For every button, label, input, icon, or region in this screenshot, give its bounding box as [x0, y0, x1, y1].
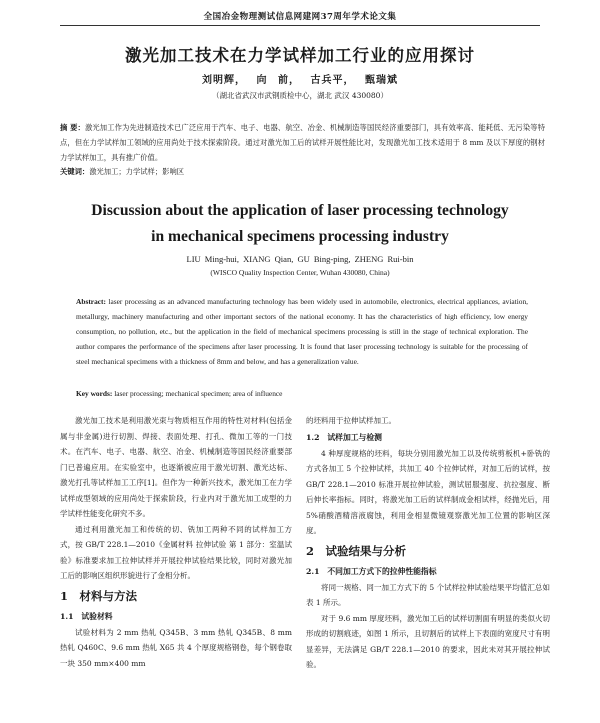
keywords-cn [60, 167, 545, 177]
running-header: 全国冶金物理测试信息网建网37周年学术论文集 [203, 12, 397, 22]
processing-paragraph: 4 种厚度规格的坯料，每块分别用激光加工以及传统剪板机+卧铣的方式各加工 5 个拉伸试样，共加工 40 个拉伸试样，对加工后的试样，按 GB/T 228.1—2010 标准开展拉伸试验，测试屈服强度、抗拉强度、断后伸长率指标。同时，将激光加工后的试样制成金相试样，经抛光后，用 5%硝酸酒精溶液腐蚀，利用金相显微镜观察激光加工位置的影响区深度。 [306, 448, 550, 535]
keywords-cn-text: 激光加工；力学试样；影响区 [89, 167, 185, 176]
materials-paragraph: 试验材料为 2 mm 热轧 Q345B、3 mm 热轧 Q345B、8 mm 热轧 Q460C、9.6 mm 热轧 X65 共 4 个厚度规格钢卷，每个钢卷取一块 350 mm×400 mm [60, 627, 292, 668]
header-rule [60, 25, 540, 26]
authors-en: LIU Ming-hui, XIANG Qian, GU Bing-ping, ZHENG Rui-bin [186, 254, 414, 264]
paper-title-cn: 激光加工技术在力学试样加工行业的应用探讨 [125, 46, 475, 65]
abstract-en-text: laser processing as an advanced manufacturing technology has been widely used in automobile, electronics, electrical appliances, aviation, metallurgy, machinery manufacturing and other important sectors of the national economy. It has the characteristics of high efficiency, low energy consumption, no pollution, etc., but the application in the field of mechanical specimens processing is still in the stage of technical exploration. The author compares the performance of the specimens after laser processing. It is found that laser processing technology is suitable for the processing of steel mechanical specimens with a thickness of 8mm and below, and has a generalization value. [76, 297, 528, 367]
materials-paragraph-cont: 的坯料用于拉伸试样加工。 [306, 416, 396, 425]
results-paragraph-1: 将同一规格、同一加工方式下的 5 个试样拉伸试验结果平均值汇总如表 1 所示。 [306, 582, 550, 607]
abstract-en [76, 294, 528, 369]
section-heading-2: 2 试验结果与分析 [306, 543, 407, 558]
results-paragraph-2: 对于 9.6 mm 厚度坯料，激光加工后的试样切割面有明显的类似火切形成的切割痕迹，如图 1 所示，且切割后的试样上下表面的宽度尺寸有明显差异，无法满足 GB/T 228.1—2010 的要求，因此未对其开展拉伸试验。 [306, 613, 550, 669]
body-column-left [60, 413, 292, 671]
keywords-en [76, 389, 528, 398]
subsection-heading-1-1: 1.1 试验材料 [60, 611, 113, 621]
subsection-heading-2-1: 2.1 不同加工方式下的拉伸性能指标 [306, 566, 437, 576]
affiliation-en: (WISCO Quality Inspection Center, Wuhan 430080, China) [210, 268, 390, 277]
intro-paragraph-1: 激光加工技术是利用激光束与物质相互作用的特性对材料(包括金属与非金属)进行切割、焊接、表面处理、打孔、微加工等的一门技术。在汽车、电子、电器、航空、冶金、机械制造等国民经济重要部门已普遍应用。在实验室中，也逐渐被应用于激光切割、激光达标、激光打孔等试样加工工序[1]。但作为一种新兴技术，激光加工在力学试样成型领域的应用尚处于探索阶段，行业内对于激光加工成型的力学试样性能变化研究不多。 [60, 416, 292, 518]
abstract-cn [60, 120, 545, 165]
abstract-cn-text: 激光加工作为先进制造技术已广泛应用于汽车、电子、电器、航空、冶金、机械制造等国民经济重要部门，具有效率高、能耗低、无污染等特点，但在力学试样加工领域的应用尚处于技术探索阶段。通过对激光加工后的试样开展性能比对，发现激光加工技术适用于 8 mm 及以下厚度的钢材力学试样加工，具有推广价值。 [60, 123, 545, 162]
authors-cn: 刘明辉， 向 前， 古兵平， 甄瑞斌 [202, 75, 398, 86]
keywords-en-label: Key words: [76, 389, 113, 398]
section-heading-1: 1 材料与方法 [60, 588, 138, 603]
keywords-cn-label: 关键词： [60, 167, 90, 176]
keywords-en-text: laser processing; mechanical specimen; area of influence [114, 389, 283, 398]
abstract-cn-label: 摘 要： [60, 123, 85, 132]
affiliation-cn: （湖北省武汉市武钢质检中心，湖北 武汉 430080） [212, 91, 388, 100]
paper-title-en-line2: in mechanical specimens processing industry [151, 228, 449, 245]
intro-paragraph-2: 通过利用激光加工和传统的切、铣加工两种不同的试样加工方式，按 GB/T 228.1—2010《金属材料 拉伸试验 第 1 部分：室温试验》标准要求加工拉伸试样并开展拉伸试验结果比较，同时对激光加工后的影响区组织形貌进行了金相分析。 [60, 524, 292, 580]
abstract-en-label: Abstract: [76, 297, 106, 306]
paper-title-en-line1: Discussion about the application of laser processing technology [91, 202, 509, 219]
body-column-right [306, 413, 550, 673]
subsection-heading-1-2: 1.2 试样加工与检测 [306, 432, 382, 442]
